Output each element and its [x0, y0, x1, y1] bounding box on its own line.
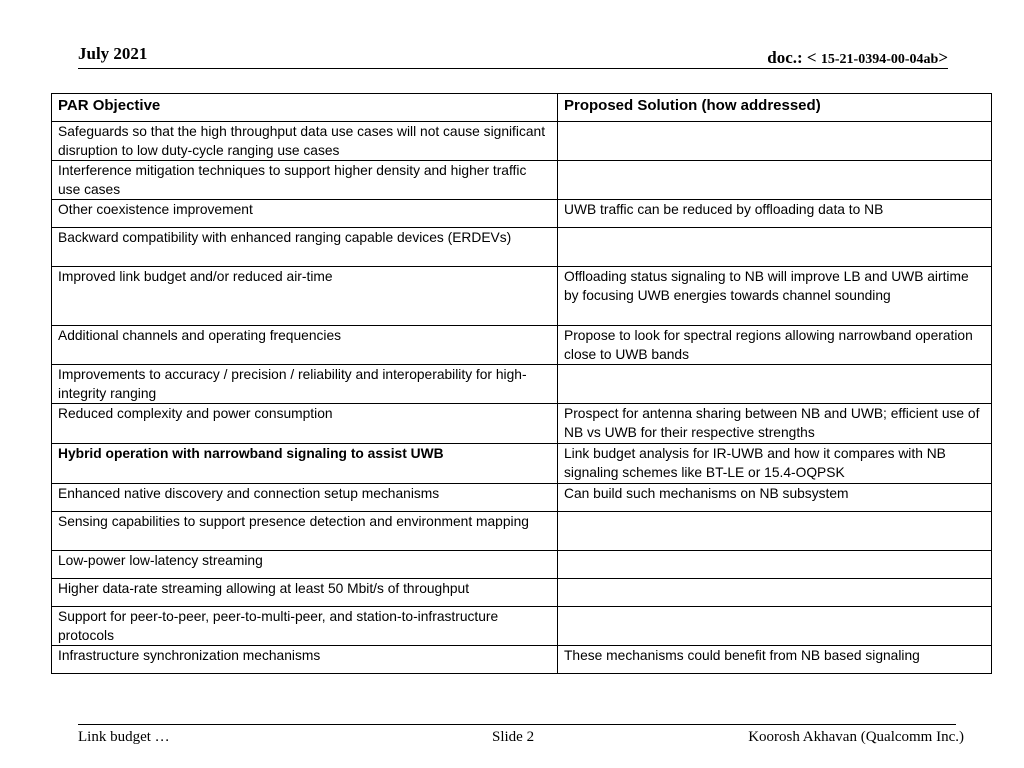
table-row — [52, 326, 992, 365]
solution-cell: Link budget analysis for IR-UWB and how it compares with NB signaling schemes like BT-LE or 15.4-OQPSK — [558, 444, 992, 484]
header-date: July 2021 — [78, 44, 148, 63]
table-row — [52, 404, 992, 444]
table-row — [52, 228, 992, 267]
objective-cell: Hybrid operation with narrowband signaling to assist UWB — [52, 444, 558, 484]
table-row — [52, 200, 992, 228]
table-row — [52, 646, 992, 674]
objective-cell: Safeguards so that the high throughput data use cases will not cause significant disruption to low duty-cycle ranging use cases — [52, 122, 558, 161]
footer-topic: Link budget … — [78, 729, 170, 745]
header-rule — [78, 68, 948, 69]
table-row — [52, 512, 992, 551]
table-row — [52, 551, 992, 579]
solution-cell: These mechanisms could benefit from NB based signaling — [558, 646, 992, 674]
solution-cell: Offloading status signaling to NB will improve LB and UWB airtime by focusing UWB energies towards channel sounding — [558, 267, 992, 326]
solution-cell — [558, 512, 992, 551]
objective-cell: Additional channels and operating frequencies — [52, 326, 558, 365]
table-row — [52, 444, 992, 484]
solution-cell: UWB traffic can be reduced by offloading data to NB — [558, 200, 992, 228]
footer-rule — [78, 724, 956, 725]
column-header-objective: PAR Objective — [52, 94, 558, 122]
objective-cell: Sensing capabilities to support presence detection and environment mapping — [52, 512, 558, 551]
solution-cell — [558, 161, 992, 200]
par-objectives-table — [51, 93, 992, 674]
column-header-solution: Proposed Solution (how addressed) — [558, 94, 992, 122]
table-row — [52, 579, 992, 607]
header-doc-id — [767, 48, 948, 68]
objective-cell: Backward compatibility with enhanced ranging capable devices (ERDEVs) — [52, 228, 558, 267]
solution-cell — [558, 551, 992, 579]
objective-cell: Higher data-rate streaming allowing at least 50 Mbit/s of throughput — [52, 579, 558, 607]
doc-label: doc.: < — [767, 48, 817, 67]
objective-cell: Other coexistence improvement — [52, 200, 558, 228]
table-row — [52, 484, 992, 512]
table-row — [52, 365, 992, 404]
objective-cell: Reduced complexity and power consumption — [52, 404, 558, 444]
objective-cell: Infrastructure synchronization mechanisms — [52, 646, 558, 674]
footer-author: Koorosh Akhavan (Qualcomm Inc.) — [748, 729, 964, 745]
table-header-row — [52, 94, 992, 122]
solution-cell — [558, 122, 992, 161]
doc-close: > — [938, 48, 948, 67]
objective-cell: Low-power low-latency streaming — [52, 551, 558, 579]
table-row — [52, 122, 992, 161]
solution-cell — [558, 607, 992, 646]
footer-slide-number: Slide 2 — [492, 729, 535, 745]
solution-cell — [558, 365, 992, 404]
solution-cell — [558, 228, 992, 267]
objective-cell: Enhanced native discovery and connection setup mechanisms — [52, 484, 558, 512]
solution-cell: Prospect for antenna sharing between NB and UWB; efficient use of NB vs UWB for their respective strengths — [558, 404, 992, 444]
objective-cell: Support for peer-to-peer, peer-to-multi-peer, and station-to-infrastructure protocols — [52, 607, 558, 646]
table-row — [52, 607, 992, 646]
table-row — [52, 161, 992, 200]
objective-cell: Improvements to accuracy / precision / reliability and interoperability for high-integrity ranging — [52, 365, 558, 404]
objective-cell: Interference mitigation techniques to support higher density and higher traffic use cases — [52, 161, 558, 200]
objective-cell: Improved link budget and/or reduced air-time — [52, 267, 558, 326]
solution-cell — [558, 579, 992, 607]
table-row — [52, 267, 992, 326]
doc-number: 15-21-0394-00-04ab — [820, 52, 939, 67]
solution-cell: Can build such mechanisms on NB subsystem — [558, 484, 992, 512]
solution-cell: Propose to look for spectral regions allowing narrowband operation close to UWB bands — [558, 326, 992, 365]
